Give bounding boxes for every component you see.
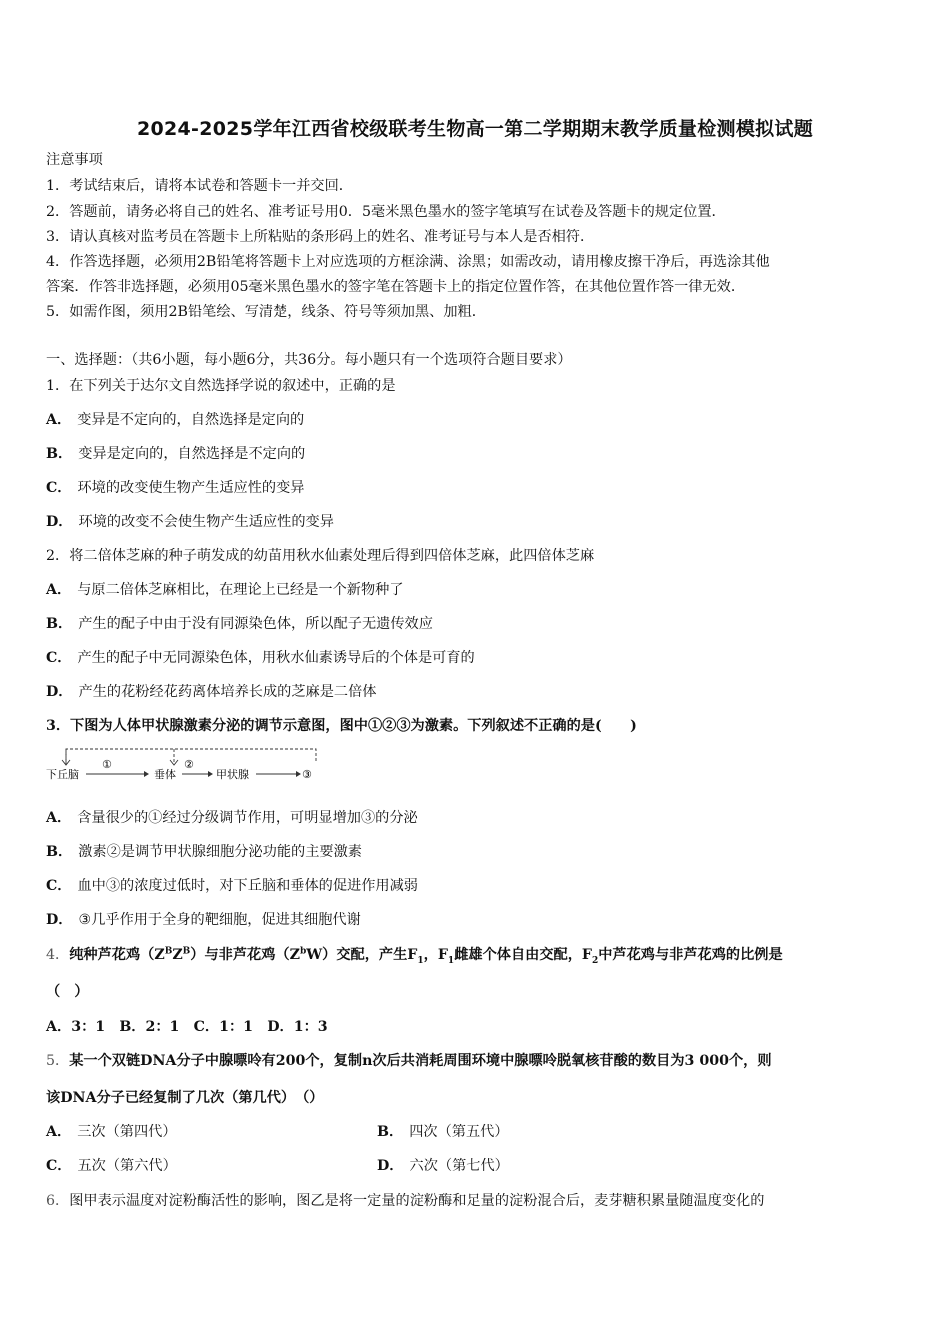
q3-option-b xyxy=(46,842,362,862)
option-letter: A． xyxy=(46,810,72,826)
option-letter: D． xyxy=(46,514,73,530)
arrow-3-head xyxy=(296,771,301,777)
question-number: 5． xyxy=(46,1053,70,1069)
q4-text-2: Z xyxy=(172,947,183,963)
notice-item: 2．答题前，请务必将自己的姓名、准考证号用0．5毫米黑色墨水的签字笔填写在试卷及答题卡的规定位置． xyxy=(46,204,726,220)
option-text: 环境的改变使生物产生适应性的变异 xyxy=(77,480,305,496)
notice-item: 3．请认真核对监考员在答题卡上所粘贴的条形码上的姓名、准考证号与本人是否相符． xyxy=(46,229,595,245)
option-text: 环境的改变不会使生物产生适应性的变异 xyxy=(78,514,334,530)
q3-option-c xyxy=(46,876,418,896)
q4-text-5: ，F xyxy=(423,947,448,963)
node-pituitary: 垂体 xyxy=(154,768,176,781)
q4-text-7: 中芦花鸡与非芦花鸡的比例是 xyxy=(598,947,783,963)
q4-sup-1: B xyxy=(164,946,173,957)
section-heading: 一、选择题：（共6小题，每小题6分，共36分。每小题只有一个选项符合题目要求） xyxy=(46,352,572,368)
question-number: 6． xyxy=(46,1193,70,1209)
option-text: 变异是不定向的，自然选择是定向的 xyxy=(77,412,305,428)
notice-item: 5．如需作图，须用2B铅笔绘、写清楚，线条、符号等须加黑、加粗． xyxy=(46,304,486,320)
q4-text-6: 雌雄个体自由交配，F xyxy=(454,947,592,963)
q5-option-a xyxy=(46,1122,177,1142)
q4-sub-3: 2 xyxy=(591,955,599,966)
hormone-label-2: ② xyxy=(184,758,194,771)
notice-heading: 注意事项 xyxy=(46,152,103,168)
question-6-stem xyxy=(46,1191,764,1211)
q4-sup-2: B xyxy=(182,946,191,957)
option-letter: A． xyxy=(46,1124,72,1140)
question-5-stem xyxy=(46,1051,772,1071)
option-letter: C． xyxy=(46,650,72,666)
q1-option-c xyxy=(46,478,305,498)
option-text: ③几乎作用于全身的靶细胞，促进其细胞代谢 xyxy=(78,912,361,928)
option-letter: A． xyxy=(46,582,72,598)
q4-answer-paren: （ ） xyxy=(46,984,89,1000)
q5-option-c xyxy=(46,1156,177,1176)
q2-option-c xyxy=(46,648,475,668)
node-hypothalamus: 下丘脑 xyxy=(46,768,79,781)
q4-options: A．3：1 B．2：1 C．1：1 D．1：3 xyxy=(46,1019,328,1035)
hormone-label-1: ① xyxy=(102,758,112,771)
question-1-stem: 1．在下列关于达尔文自然选择学说的叙述中，正确的是 xyxy=(46,378,396,394)
exam-title: 2024-2025学年江西省校级联考生物高一第二学期期末教学质量检测模拟试题 xyxy=(136,118,814,140)
option-letter: C． xyxy=(46,878,72,894)
q4-sub-1: 1 xyxy=(417,955,424,966)
question-2-stem: 2．将二倍体芝麻的种子萌发成的幼苗用秋水仙素处理后得到四倍体芝麻，此四倍体芝麻 xyxy=(46,548,595,564)
option-letter: D． xyxy=(46,912,73,928)
option-text: 含量很少的①经过分级调节作用，可明显增加③的分泌 xyxy=(77,810,418,826)
notice-item: 答案．作答非选择题，必须用05毫米黑色墨水的签字笔在答题卡上的指定位置作答，在其他位置作答一律无效． xyxy=(46,279,746,295)
notice-item: 1．考试结束后，请将本试卷和答题卡一并交回． xyxy=(46,178,353,194)
question-number: 4． xyxy=(46,947,70,963)
option-letter: D． xyxy=(377,1158,404,1174)
q5-option-b xyxy=(377,1122,509,1142)
option-text: 产生的花粉经花药离体培养长成的芝麻是二倍体 xyxy=(78,684,377,700)
q1-option-a xyxy=(46,410,304,430)
option-text: 与原二倍体芝麻相比，在理论上已经是一个新物种了 xyxy=(77,582,404,598)
option-text: 变异是定向的，自然选择是不定向的 xyxy=(78,446,306,462)
q2-option-a xyxy=(46,580,404,600)
question-3-stem: 3．下图为人体甲状腺激素分泌的调节示意图，图中①②③为激素。下列叙述不正确的是( ) xyxy=(46,718,637,734)
q4-text-4: W）交配，产生F xyxy=(306,947,418,963)
q2-option-d xyxy=(46,682,376,702)
option-text: 血中③的浓度过低时，对下丘脑和垂体的促进作用减弱 xyxy=(77,878,418,894)
option-letter: B． xyxy=(46,844,73,860)
q5-stem-line-1: 某一个双链DNA分子中腺嘌呤有200个，复制n次后共消耗周围环境中腺嘌呤脱氧核苷酸的数目为3 000个，则 xyxy=(69,1053,772,1069)
option-text: 三次（第四代） xyxy=(77,1124,177,1140)
option-letter: B． xyxy=(377,1124,404,1140)
q3-option-a xyxy=(46,808,418,828)
q3-option-d xyxy=(46,910,361,930)
q5-stem-line-2: 该DNA分子已经复制了几次（第几代） （） xyxy=(46,1090,324,1106)
option-text: 产生的配子中无同源染色体，用秋水仙素诱导后的个体是可育的 xyxy=(77,650,475,666)
option-text: 四次（第五代） xyxy=(409,1124,509,1140)
notice-item: 4．作答选择题，必须用2B铅笔将答题卡上对应选项的方框涂满、涂黑；如需改动，请用橡皮擦干净后，再选涂其他 xyxy=(46,254,770,270)
q6-stem-text: 图甲表示温度对淀粉酶活性的影响，图乙是将一定量的淀粉酶和足量的淀粉混合后，麦芽糖积累量随温度变化的 xyxy=(69,1193,765,1209)
q1-option-b xyxy=(46,444,305,464)
option-text: 产生的配子中由于没有同源染色体，所以配子无遗传效应 xyxy=(78,616,433,632)
option-letter: D． xyxy=(46,684,73,700)
q4-text-3: ）与非芦花鸡（Z xyxy=(190,947,300,963)
q4-sup-3: b xyxy=(299,946,307,957)
q5-option-d xyxy=(377,1156,509,1176)
node-thyroid: 甲状腺 xyxy=(216,768,249,781)
arrow-2-head xyxy=(208,771,213,777)
option-text: 六次（第七代） xyxy=(409,1158,509,1174)
q4-sub-2: 1 xyxy=(447,955,455,966)
option-letter: C． xyxy=(46,1158,72,1174)
thyroid-regulation-diagram xyxy=(44,743,324,787)
q1-option-d xyxy=(46,512,334,532)
option-letter: A． xyxy=(46,412,72,428)
option-letter: B． xyxy=(46,616,73,632)
question-4-stem xyxy=(46,945,783,965)
option-letter: B． xyxy=(46,446,73,462)
q4-text-1: 纯种芦花鸡（Z xyxy=(69,947,165,963)
arrow-1-head xyxy=(144,771,149,777)
option-text: 激素②是调节甲状腺细胞分泌功能的主要激素 xyxy=(78,844,362,860)
option-letter: C． xyxy=(46,480,72,496)
option-text: 五次（第六代） xyxy=(77,1158,177,1174)
hormone-output-3: ③ xyxy=(302,768,312,781)
q2-option-b xyxy=(46,614,433,634)
